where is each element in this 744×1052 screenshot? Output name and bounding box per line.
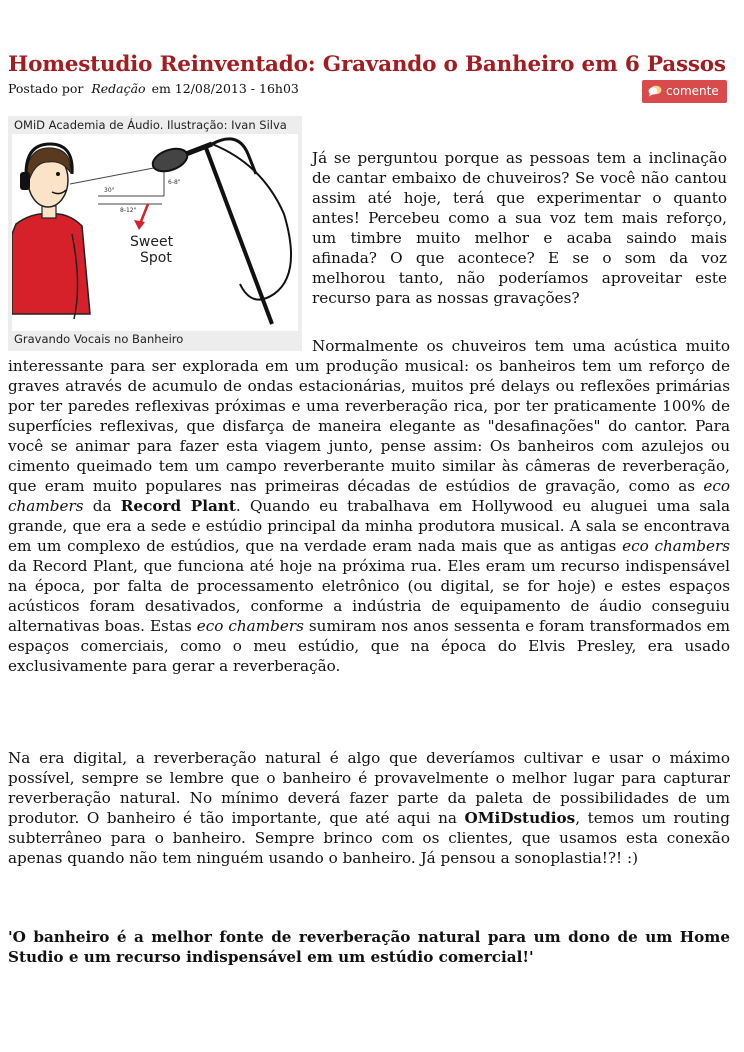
author-link[interactable]: Redação: [91, 81, 146, 96]
reverb-text-2: da: [92, 497, 112, 516]
posted-by-label: Postado por: [8, 81, 84, 96]
eco-chambers-term-2: eco chambers: [622, 537, 731, 556]
figure-caption: Gravando Vocais no Banheiro: [14, 332, 184, 346]
comment-label: comente: [666, 84, 719, 98]
comment-button[interactable]: [642, 80, 727, 103]
digital-text-1: Na era digital, a reverberação natural é algo que deveríamos cultivar e usar o máximo possível, sempre se lembre que o banheiro é provavelmente o melhor lugar para capturar reverberação natural. No mínimo deverá fazer parte da paleta de possibilidades de um produtor. O banheiro é tão importante, que até aqui na: [8, 749, 730, 828]
digital-text-2: , temos um routing subterrâneo para o banheiro. Sempre brinco com os clientes, que usamos esta conexão apenas quando não tem ninguém usando o banheiro. Já pensou a sonoplastia!?! :): [8, 809, 731, 868]
post-meta: [8, 81, 299, 96]
microphone-head: [150, 144, 191, 175]
article-figure: [8, 116, 302, 351]
reverb-text-5: sumiram nos anos sessenta e foram transformados em espaços comerciais, como o meu estúdio, que na época do Elvis Presley, era usado exclusivamente para gerar a reverberação.: [8, 617, 730, 676]
eco-chambers-term-1: eco chambers: [8, 477, 730, 516]
arrow-icon: [140, 204, 148, 224]
distance-label: 8-12": [120, 207, 137, 214]
sweet-spot-line: Sweet: [130, 234, 174, 250]
omid-studios-name: OMiDstudios: [464, 809, 576, 828]
reverb-text-4: da Record Plant, que funciona até hoje na próxima rua. Eles eram um recurso indispensável na época, por falta de processamento eletrônico (ou digital, se for hoje) e estes espaços acústicos foram desativados, conforme a indústria de equipamento de áudio conseguiu alternativas boas. Estas: [8, 557, 730, 636]
speech-bubble-icon: [648, 85, 662, 97]
sweet-spot-line-2: Spot: [140, 250, 172, 266]
digital-era-paragraph: [8, 748, 730, 868]
eco-chambers-term-3: eco chambers: [196, 617, 304, 636]
sweet-spot-label: [130, 234, 178, 266]
reverb-text-1: Normalmente os chuveiros tem uma acústica muito interessante para ser explorada em um produção musical: os banheiros tem um reforço de graves através de acumulo de ondas estacionárias, muitos pré delays ou reflexões primárias por ter paredes reflexivas próximas e uma reverberação rica, por ter praticamente 100% de superfícies reflexivas, que disfarça de maneira elegante as "desafinações" do cantor. Para você se animar para fazer esta viagem junto, pense assim: Os banheiros com azulejos ou cimento queimado tem um campo reverberante muito similar às câmeras de reverberação, que eram muito populares nas primeiras décadas de estúdios de gravação, como as: [8, 337, 730, 496]
reverb-text-3: . Quando eu trabalhava em Hollywood eu aluguei uma sala grande, que era a sede e estúdio principal da minha produtora musical. A sala se encontrava em um complexo de estúdios, que na verdade eram nada mais que as antigas: [8, 497, 730, 556]
recording-illustration: [12, 134, 298, 331]
reverb-paragraph: [8, 336, 730, 676]
figure-credit: OMiD Academia de Áudio. Ilustração: Ivan Silva: [14, 118, 287, 132]
singer-body-shape: [12, 214, 90, 314]
article-title: Homestudio Reinventado: Gravando o Banheiro em 6 Passos: [8, 52, 726, 77]
height-label: 6-8": [168, 179, 181, 186]
angle-label: 30°: [104, 187, 115, 194]
intro-paragraph: Já se perguntou porque as pessoas tem a inclinação de cantar embaixo de chuveiros? Se você não cantou assim até hoje, terá que experimentar o quanto antes! Percebeu como a sua voz tem mais reforço, um timbre muito melhor e acaba saindo mais afinada? O que acontece? E se o som da voz melhorou tanto, não poderíamos aproveitar este recurso para as nossas gravações?: [312, 149, 727, 308]
pull-quote: 'O banheiro é a melhor fonte de reverberação natural para um dono de um Home Studio e um recurso indispensável em um estúdio comercial!': [8, 928, 730, 966]
singer-microphone-illustration: [12, 134, 298, 331]
post-date: em 12/08/2013 - 16h03: [151, 81, 299, 96]
record-plant-name: Record Plant: [120, 497, 236, 516]
